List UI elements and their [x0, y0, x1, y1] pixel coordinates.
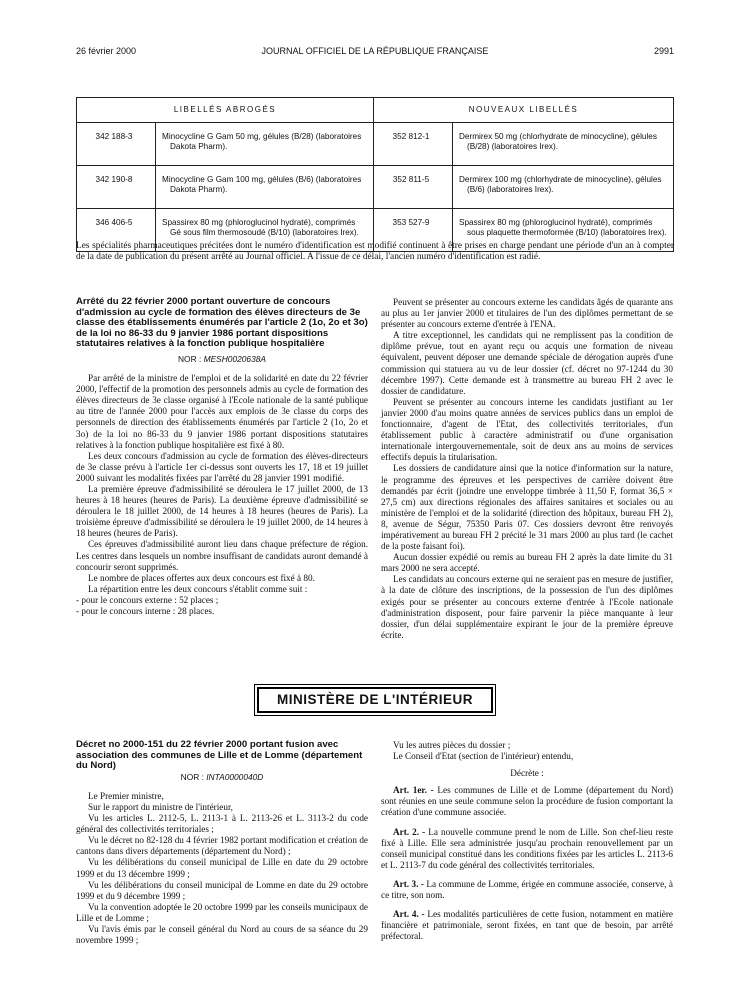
paragraph: Le nombre de places offertes aux deux concours est fixé à 80.	[88, 572, 315, 583]
header-page-number: 2991	[653, 46, 674, 56]
list-item: - pour le concours interne : 28 places.	[76, 606, 215, 617]
page-header	[76, 46, 674, 60]
article-label: Art. 1er. -	[393, 785, 434, 796]
old-label: Minocycline G Gam 50 mg, gélules (B/28) (laboratoires Dakota Pharm).	[162, 132, 362, 151]
paragraph: Vu les délibérations du conseil municipal de Lille en date du 29 octobre 1999 et du 13 décembre 1999 ;	[76, 857, 368, 879]
decret-articles	[381, 785, 673, 942]
article-text: Les communes de Lille et de Lomme (département du Nord) sont réunies en une seule commune selon la procédure de fusion comportant la création d'une commune associée.	[381, 785, 674, 818]
arrete-right-paragraphs	[381, 297, 673, 641]
article-paragraph	[381, 827, 673, 871]
new-label: Spassirex 80 mg (phloroglucinol hydraté), comprimés sous plaquette thermoformée (B/10) (laboratoires Irex).	[459, 218, 667, 237]
note-text: Les spécialités pharmaceutiques précitées dont le numéro d'identification est modifié continuent à être prises en charge pendant une période d'un an à compter de la date de publication du présent arrêté au Journal officiel. A l'issue de ce délai, l'ancien numéro d'identification est radié.	[76, 241, 674, 263]
table-header-row	[77, 98, 674, 123]
arrete-right-column	[381, 297, 673, 641]
article-text: Les modalités particulières de cette fusion, notamment en matière financière et patrimoniale, seront fixées, en tant que de besoin, par arrêté préfectoral.	[381, 909, 674, 942]
arrete-nor-code: MESH0020638A	[203, 353, 266, 364]
decret-right-column	[381, 740, 673, 950]
article-label: Art. 4. -	[393, 909, 425, 920]
decret-nor	[76, 772, 368, 783]
arrete-title: Arrêté du 22 février 2000 portant ouverture de concours d'admission au cycle de formation des élèves directeurs de 3e classe des établissements énumérés par l'article 2 (1o, 2o et 3o) de la loi no 86-33 du 9 janvier 1986 portant dispositions statutaires relatives à la fonction publique hospitalière	[76, 296, 368, 350]
table-note	[76, 241, 674, 263]
old-label: Spassirex 80 mg (phloroglucinol hydraté), comprimés Gé sous film thermosoudé (B/10) (laboratoires Irex).	[162, 218, 359, 237]
new-label-cell	[453, 166, 674, 209]
new-label: Dermirex 100 mg (chlorhydrate de minocycline), gélules (B/6) (laboratoires Irex).	[459, 175, 662, 194]
paragraph: Peuvent se présenter au concours interne les candidats justifiant au 1er janvier 2000 d'au moins quatre années de services publics dans un emploi de fonctionnaire, d'agent de l'Etat, des collectivités territoriales, d'un établissement public à caractère administratif ou d'une organisation internationale intergouvernementale, soit de deux ans au moins de services effectifs depuis la titularisation.	[381, 396, 673, 463]
article-text: La nouvelle commune prend le nom de Lille. Son chef-lieu reste fixé à Lille. Elle sera administrée jusqu'au prochain renouvellement par un conseil municipal constitué dans les conditions fixées par les articles L. 2113-6 et L. 2113-7 du code général des collectivités territoriales.	[381, 826, 673, 870]
paragraph: Vu les délibérations du conseil municipal de Lomme en date du 29 octobre 1999 et du 9 décembre 1999 ;	[76, 879, 368, 901]
article-label: Art. 3. -	[393, 878, 424, 889]
old-label: Minocycline G Gam 100 mg, gélules (B/6) (laboratoires Dakota Pharm).	[162, 175, 362, 194]
article-paragraph	[381, 879, 673, 901]
decret-decrete: Décrète :	[510, 768, 544, 779]
table-head-left: LIBELLÉS ABROGÉS	[77, 98, 374, 123]
paragraph: La première épreuve d'admissibilité se déroulera le 17 juillet 2000, de 13 heures à 18 heures (heures de Paris). La deuxième épreuve d'admissibilité se déroulera le 18 juillet 2000, de 14 heures à 18 heures (heures de Paris). La troisième épreuve d'admissibilité se déroulera le 19 juillet 2000, de 14 heures à 18 heures (heures de Paris).	[76, 484, 368, 539]
article-paragraph	[381, 785, 673, 818]
paragraph: Vu le décret no 82-128 du 4 février 1982 portant modification et création de cantons dans divers départements (département du Nord) ;	[76, 835, 368, 857]
paragraph: Les candidats au concours externe qui ne seraient pas en mesure de justifier, à la date de clôture des inscriptions, de la possession de l'un des diplômes exigés pour se présenter au concours externe d'entrée à l'Ecole nationale d'administration disposent, pour faire parvenir la pièce manquante à leur dossier, d'un délai supplémentaire expirant le jour de la première épreuve écrite.	[381, 574, 673, 640]
old-code-cell: 346 406-5	[77, 209, 156, 252]
article-paragraph	[381, 909, 673, 942]
decret-nor-code: INTA0000040D	[206, 771, 264, 782]
header-date: 26 février 2000	[76, 46, 137, 56]
paragraph: Vu les autres pièces du dossier ;	[393, 740, 511, 750]
paragraph: Les dossiers de candidature ainsi que la notice d'information sur la nature, le programme des épreuves et les perspectives de carrière doivent être demandés par écrit (joindre une enveloppe timbrée à 11,50 F, format 36,5 × 27,5 cm) aux directions régionales des affaires sanitaires et sociales ou au ministère de l'emploi et de la solidarité (direction des hôpitaux, bureau FH 2), 8, avenue de Ségur, 75350 Paris 07. Ces dossiers devront être renvoyés impérativement au bureau FH 2 précité le 31 mars 2000 au plus tard (le cachet de la poste faisant foi).	[381, 463, 673, 552]
new-code-cell: 352 811-5	[374, 166, 453, 209]
paragraph: Ces épreuves d'admissibilité auront lieu dans chaque préfecture de région. Les centres dans lesquels un nombre insuffisant de candidats auront demandé à concourir seront supprimés.	[76, 539, 368, 572]
arrete-nor-label: NOR :	[178, 353, 202, 364]
arrete-nor	[76, 354, 368, 365]
arrete-left-column	[76, 297, 368, 617]
ministry-heading: MINISTÈRE DE L'INTÉRIEUR	[257, 687, 493, 713]
list-item: - pour le concours externe : 52 places ;	[76, 594, 219, 605]
new-code-cell: 352 812-1	[374, 123, 453, 166]
arrete-list	[76, 595, 368, 617]
table-head-right: NOUVEAUX LIBELLÉS	[374, 98, 674, 123]
table-row	[77, 123, 674, 166]
paragraph: Les deux concours d'admission au cycle de formation des élèves-directeurs de 3e classe prévu à l'article 1er ci-dessus sont ouverts les 17, 18 et 19 juillet 2000 suivant les modalités fixées par l'arrêté du 28 janvier 1991 modifié.	[76, 450, 368, 483]
decret-intro	[381, 740, 673, 762]
old-code-cell: 342 188-3	[77, 123, 156, 166]
header-journal-title: JOURNAL OFFICIEL DE LA RÉPUBLIQUE FRANÇAISE	[261, 46, 489, 56]
new-label: Dermirex 50 mg (chlorhydrate de minocycline), gélules (B/28) (laboratoires Irex).	[459, 132, 657, 151]
decret-title: Décret no 2000-151 du 22 février 2000 portant fusion avec association des communes de Lille et de Lomme (département du Nord)	[76, 739, 363, 772]
decret-left-paragraphs	[76, 791, 368, 946]
new-label-cell	[453, 123, 674, 166]
paragraph: Le Premier ministre,	[88, 790, 164, 801]
decret-nor-label: NOR :	[180, 771, 204, 782]
arrete-left-paragraphs	[76, 373, 368, 595]
table-body	[77, 123, 674, 252]
paragraph: La répartition entre les deux concours s'établit comme suit :	[88, 583, 308, 594]
paragraph: Le Conseil d'Etat (section de l'intérieur) entendu,	[393, 751, 574, 762]
article-text: La commune de Lomme, érigée en commune associée, conserve, à ce titre, son nom.	[381, 878, 673, 901]
article-label: Art. 2. -	[393, 826, 426, 837]
paragraph: Aucun dossier expédié ou remis au bureau FH 2 après la date limite du 31 mars 2000 ne sera accepté.	[381, 552, 673, 574]
old-label-cell	[156, 123, 374, 166]
paragraph: Vu la convention adoptée le 20 octobre 1999 par les conseils municipaux de Lille et de Lomme ;	[76, 901, 368, 923]
old-code-cell: 342 190-8	[77, 166, 156, 209]
paragraph: Par arrêté de la ministre de l'emploi et de la solidarité en date du 22 février 2000, l'effectif de la promotion des personnels admis au cycle de formation des élèves directeurs de 3e classe organisé à l'Ecole nationale de la santé publique au titre de l'année 2000 pour l'accès aux emplois de 3e classe du corps des personnels de direction des établissements énumérés par l'article 2 (1o, 2o et 3o) de la loi no 86-33 du 9 janvier 1986 portant dispositions statutaires relatives à la fonction publique hospitalière est fixé à 80.	[76, 373, 368, 450]
paragraph: Sur le rapport du ministre de l'intérieur,	[88, 801, 233, 812]
paragraph: A titre exceptionnel, les candidats qui ne remplissent pas la condition de diplôme prévue, tout en ayant reçu ou acquis une formation de niveau équivalent, peuvent déposer une demande spéciale de dérogation auprès d'une commission qui statuera au vu de leur dossier (cf. décret no 97-1244 du 30 décembre 1997). Cette demande est à transmettre au bureau FH 2 avec le dossier de candidature.	[381, 330, 673, 396]
decret-left-column	[76, 740, 368, 946]
paragraph: Peuvent se présenter au concours externe les candidats âgés de quarante ans au plus au 1er janvier 2000 et titulaires de l'un des diplômes permettant de se présenter au concours externe d'entrée à l'ENA.	[381, 297, 673, 330]
labels-table	[76, 97, 674, 252]
paragraph: Vu l'avis émis par le conseil général du Nord au cours de sa séance du 29 novembre 1999 ;	[76, 924, 368, 946]
table-row	[77, 166, 674, 209]
new-code-cell: 353 527-9	[374, 209, 453, 252]
paragraph: Vu les articles L. 2112-5, L. 2113-1 à L. 2113-26 et L. 3113-2 du code général des collectivités territoriales ;	[76, 813, 368, 835]
old-label-cell	[156, 166, 374, 209]
